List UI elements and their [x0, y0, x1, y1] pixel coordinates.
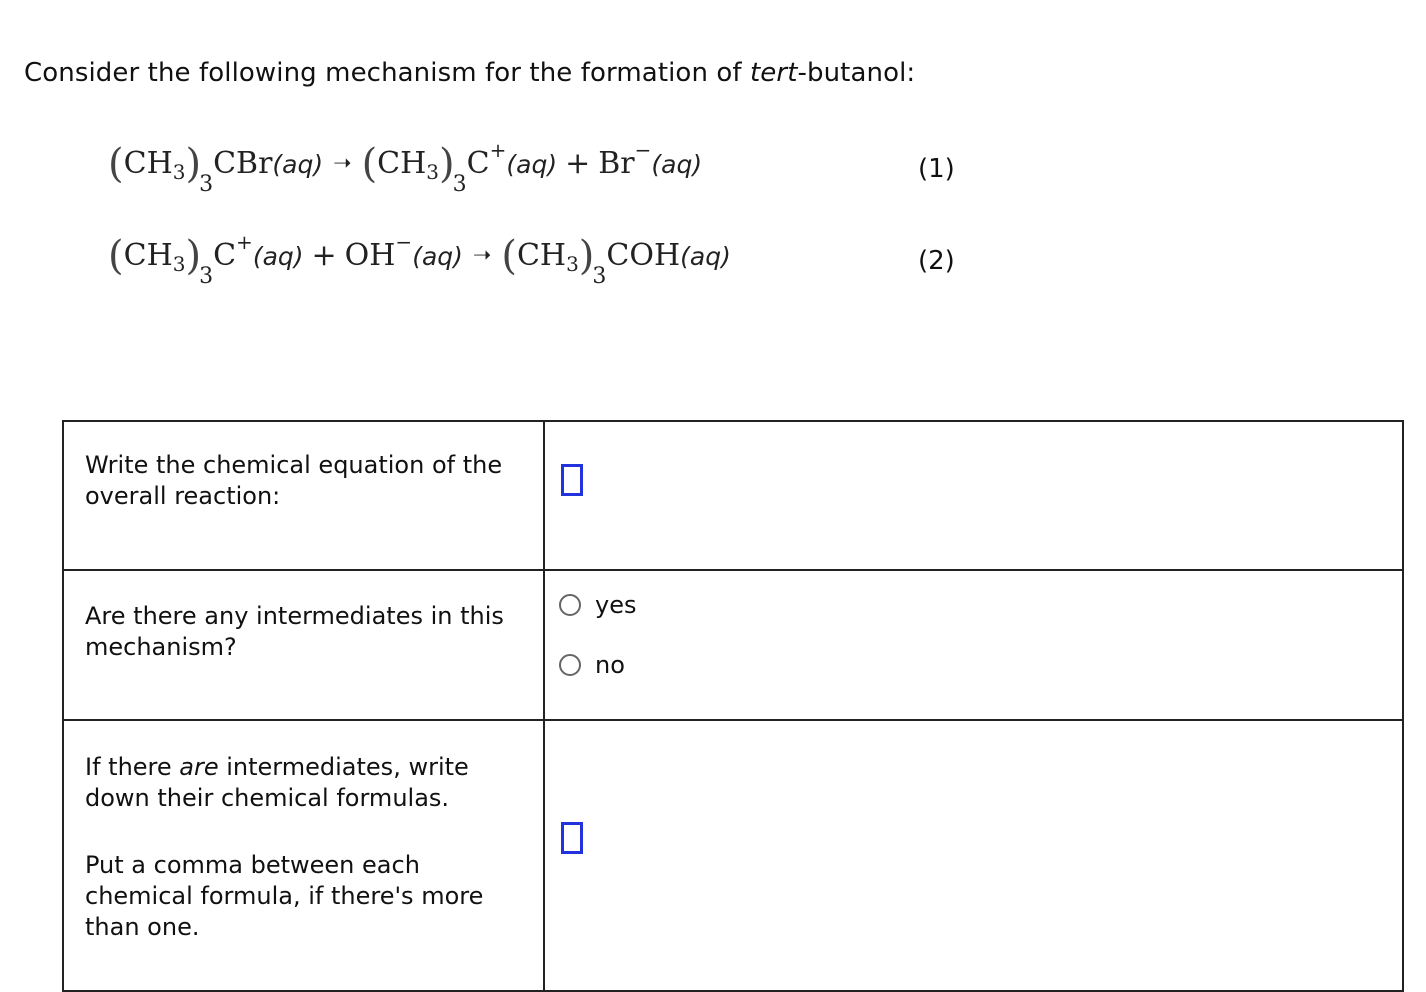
species-tert-butyl-bromide: $(CH_3)_3CBr(aq)$ — [108, 141, 324, 197]
answer-cell-intermediates-list — [544, 720, 1403, 991]
intro-italic-tert: tert — [750, 58, 798, 88]
answer-cell-intermediates-exist — [544, 570, 1403, 720]
equation-2-number: (2) — [918, 246, 955, 276]
reaction-arrow: ➝ — [472, 243, 492, 268]
equation-1-body — [108, 138, 703, 197]
reaction-arrow: ➝ — [333, 151, 352, 176]
equation-1-number: (1) — [918, 154, 955, 184]
species-hydroxide-ion: OH−(aq) — [344, 230, 463, 273]
radio-option-yes[interactable] — [559, 591, 636, 619]
question-row-intermediates-list — [63, 720, 1403, 991]
answer-cell-overall — [544, 421, 1403, 570]
equation-1 — [108, 138, 702, 198]
species-bromide-ion: Br−(aq) — [598, 138, 703, 181]
question-intermediates-list-prompt — [63, 720, 544, 991]
intermediates-prompt: If there are intermediates, write down their chemical formulas. — [85, 753, 469, 812]
question-row-overall — [63, 421, 1403, 570]
radio-yes-button[interactable] — [559, 594, 581, 616]
radio-yes-label[interactable]: yes — [595, 591, 637, 619]
question-overall-prompt: Write the chemical equation of the overall reaction: — [63, 421, 544, 570]
intermediates-formula-input[interactable] — [561, 822, 583, 854]
radio-option-no[interactable] — [559, 651, 625, 679]
intermediates-note: Put a comma between each chemical formula, if there's more than one. — [85, 851, 484, 941]
equation-2-body — [108, 230, 731, 289]
radio-no-button[interactable] — [559, 654, 581, 676]
radio-no-label[interactable]: no — [595, 651, 625, 679]
overall-equation-input[interactable] — [561, 464, 583, 496]
species-tert-butanol: $(CH_3)_3COH(aq)$ — [501, 233, 731, 289]
plus-sign: + — [565, 146, 591, 181]
species-tert-butyl-cation: $(CH_3)_3C^+(aq)$ — [108, 230, 304, 289]
question-row-intermediates-exist — [63, 570, 1403, 720]
intro-text-end: -butanol: — [797, 58, 916, 88]
intro-text: Consider the following mechanism for the formation of — [24, 58, 751, 88]
question-table — [62, 420, 1404, 992]
species-tert-butyl-cation: $(CH_3)_3C^+(aq)$ — [361, 138, 558, 197]
plus-sign: + — [311, 238, 337, 273]
equation-2 — [108, 230, 731, 290]
problem-intro — [24, 58, 915, 88]
question-intermediates-exist-prompt: Are there any intermediates in this mechanism? — [63, 570, 544, 720]
